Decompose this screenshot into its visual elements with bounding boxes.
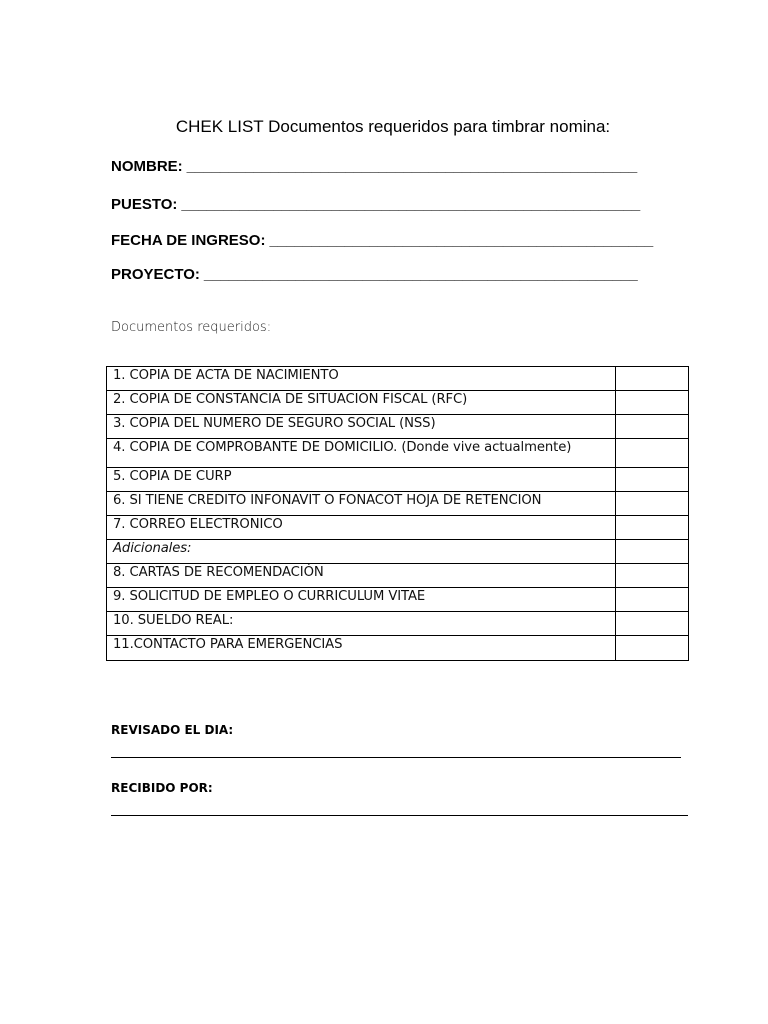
checkbox-cell[interactable] — [616, 439, 689, 468]
field-blank-line: _______________________________________________________ — [181, 196, 641, 213]
checkbox-cell[interactable] — [616, 391, 689, 415]
field-fecha-de-ingreso[interactable] — [111, 232, 653, 249]
field-blank-line: ____________________________________________________ — [203, 266, 638, 283]
document-item: 4. COPIA DE COMPROBANTE DE DOMICILIO. (Donde vive actualmente) — [107, 439, 616, 468]
table-row — [107, 612, 689, 636]
table-row — [107, 516, 689, 540]
field-blank-line: ______________________________________________ — [269, 232, 654, 249]
table-row — [107, 367, 689, 391]
table-row — [107, 492, 689, 516]
page-title: CHEK LIST Documentos requeridos para timbrar nomina: — [175, 117, 611, 136]
checkbox-cell[interactable] — [616, 588, 689, 612]
field-nombre[interactable] — [111, 158, 637, 175]
checkbox-cell[interactable] — [616, 636, 689, 661]
table-row — [107, 588, 689, 612]
checkbox-cell — [616, 540, 689, 564]
document-item: 11.CONTACTO PARA EMERGENCIAS — [107, 636, 616, 661]
document-item: 9. SOLICITUD DE EMPLEO O CURRICULUM VITAE — [107, 588, 616, 612]
checkbox-cell[interactable] — [616, 415, 689, 439]
table-row — [107, 439, 689, 468]
document-item: 10. SUELDO REAL: — [107, 612, 616, 636]
document-item: 3. COPIA DEL NUMERO DE SEGURO SOCIAL (NSS) — [107, 415, 616, 439]
checkbox-cell[interactable] — [616, 492, 689, 516]
checkbox-cell[interactable] — [616, 516, 689, 540]
received-label: RECIBIDO POR: — [111, 781, 213, 795]
field-proyecto[interactable] — [111, 266, 638, 283]
document-item: 1. COPIA DE ACTA DE NACIMIENTO — [107, 367, 616, 391]
field-puesto[interactable] — [111, 196, 640, 213]
checkbox-cell[interactable] — [616, 612, 689, 636]
table-row — [107, 564, 689, 588]
documents-heading: Documentos requeridos: — [111, 320, 272, 335]
additional-section-label: Adicionales: — [107, 540, 616, 564]
table-row — [107, 468, 689, 492]
document-item: 6. SI TIENE CREDITO INFONAVIT O FONACOT HOJA DE RETENCION — [107, 492, 616, 516]
reviewed-label: REVISADO EL DIA: — [111, 723, 234, 737]
received-signature-line[interactable] — [111, 815, 688, 816]
document-item: 8. CARTAS DE RECOMENDACIÓN — [107, 564, 616, 588]
field-label: PROYECTO: — [111, 266, 200, 283]
checkbox-cell[interactable] — [616, 564, 689, 588]
document-item: 7. CORREO ELECTRONICO — [107, 516, 616, 540]
documents-checklist — [106, 366, 689, 661]
document-item: 5. COPIA DE CURP — [107, 468, 616, 492]
table-row — [107, 415, 689, 439]
table-row — [107, 636, 689, 661]
table-row — [107, 391, 689, 415]
field-label: NOMBRE: — [111, 158, 183, 175]
reviewed-signature-line[interactable] — [111, 757, 681, 758]
checkbox-cell[interactable] — [616, 367, 689, 391]
field-blank-line: ______________________________________________________ — [186, 158, 638, 175]
field-label: FECHA DE INGRESO: — [111, 232, 266, 249]
table-row — [107, 540, 689, 564]
checkbox-cell[interactable] — [616, 468, 689, 492]
document-item: 2. COPIA DE CONSTANCIA DE SITUACION FISCAL (RFC) — [107, 391, 616, 415]
field-label: PUESTO: — [111, 196, 178, 213]
